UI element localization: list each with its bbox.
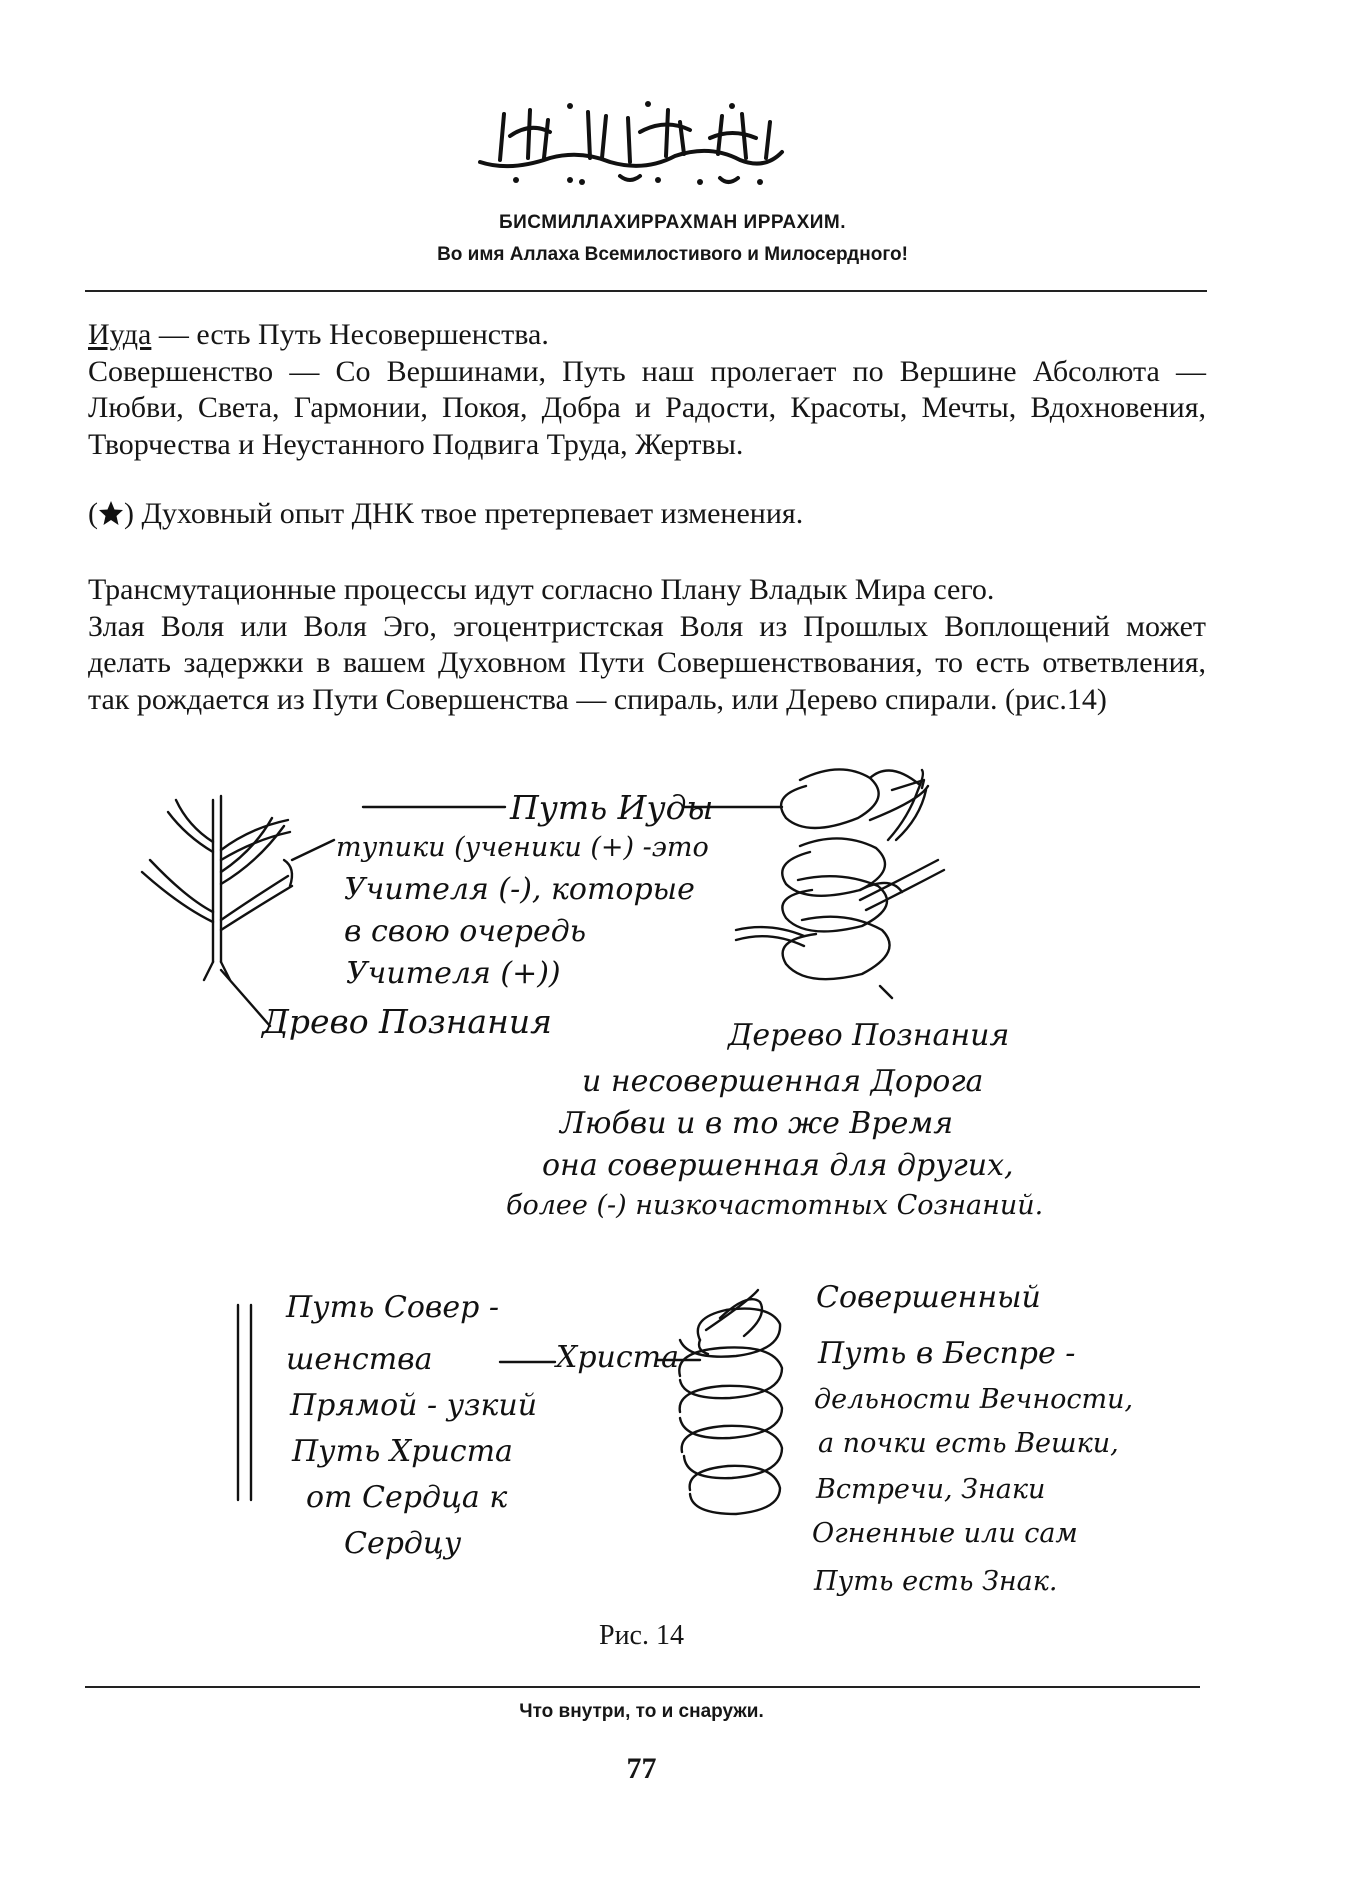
paragraph-transmutation: Злая Воля или Воля Эго, эгоцентристская Воля из Прошлых Воплощений может делать задержки в вашем Духовном Пути Совершенствования, то есть ответвления, так рождается из Пути Совершенства — спираль, или Дерево спирали. (рис.14) xyxy=(88,609,1206,716)
figure-caption: Рис. 14 xyxy=(599,1620,684,1651)
paragraph-iuda-rest: — есть Путь Несовершенства. xyxy=(151,318,549,351)
right-note-line-7: Путь есть Знак. xyxy=(814,1566,1058,1597)
spiral-note-line-2: и несовершенная Дорога xyxy=(582,1064,984,1099)
left-note-line-1: Путь Совер - xyxy=(286,1290,499,1325)
tree-drawing xyxy=(142,796,292,980)
paragraph-perfection: Совершенство — Со Вершинами, Путь наш пролегает по Вершине Абсолюта — Любви, Света, Гармонии, Покоя, Добра и Радости, Красоты, Мечты, Вдохновения, Творчества и Неустанного Подвига Труда, Жертвы. xyxy=(88,354,1206,461)
left-note-line-2: шенства xyxy=(286,1342,433,1377)
underlined-word: Иуда xyxy=(88,318,152,351)
paragraph-dna-text: Духовный опыт ДНК твое претерпевает изменения. xyxy=(134,497,804,530)
footer-motto: Что внутри, то и снаружи. xyxy=(519,1701,764,1722)
spiral-note-line-4: она совершенная для других, xyxy=(542,1148,1014,1183)
tree-note-line-1: тупики (ученики (+) -это xyxy=(336,832,709,863)
label-christ: Христа xyxy=(556,1340,680,1375)
straight-spiral-drawing xyxy=(658,1290,782,1514)
right-note-line-3: дельности Вечности, xyxy=(814,1384,1134,1415)
tree-note-line-3: в свою очередь xyxy=(344,914,587,949)
label-path-iudy: Путь Иуды xyxy=(510,788,714,827)
left-note-line-6: Сердцу xyxy=(344,1526,462,1561)
right-note-line-1: Совершенный xyxy=(816,1280,1041,1315)
right-note-line-6: Огненные или сам xyxy=(812,1518,1078,1549)
spiral-note-line-1: Дерево Познания xyxy=(728,1018,1010,1053)
spiral-note-line-3: Любви и в то же Время xyxy=(560,1106,954,1141)
right-note-line-4: а почки есть Вешки, xyxy=(818,1428,1119,1459)
left-note-line-4: Путь Христа xyxy=(292,1434,513,1469)
left-note-line-3: Прямой - узкий xyxy=(290,1388,538,1423)
tree-note-line-2: Учителя (-), которые xyxy=(344,872,695,907)
left-note-line-5: от Сердца к xyxy=(306,1480,508,1515)
page-number: 77 xyxy=(626,1752,657,1785)
right-note-line-5: Встречи, Знаки xyxy=(816,1474,1046,1505)
header-title: БИСМИЛЛАХИРРАХМАН ИРРАХИМ. xyxy=(498,212,847,233)
paragraph-dna: ( ) Духовный опыт ДНК твое претерпевает изменения. xyxy=(88,497,804,530)
header-subtitle: Во имя Аллаха Всемилостивого и Милосердного! xyxy=(437,244,908,265)
tree-note-line-4: Учителя (+)) xyxy=(346,956,561,991)
footer-divider xyxy=(85,1686,1200,1688)
right-note-line-2: Путь в Беспре - xyxy=(818,1336,1076,1371)
spiral-tree-drawing xyxy=(736,769,944,998)
spiral-note-line-5: более (-) низкочастотных Сознаний. xyxy=(506,1190,1044,1221)
label-tree-of-knowledge: Древо Познания xyxy=(262,1002,552,1041)
paragraph-transmutation-line1: Трансмутационные процессы идут согласно Плану Владык Мира сего. xyxy=(88,573,995,606)
